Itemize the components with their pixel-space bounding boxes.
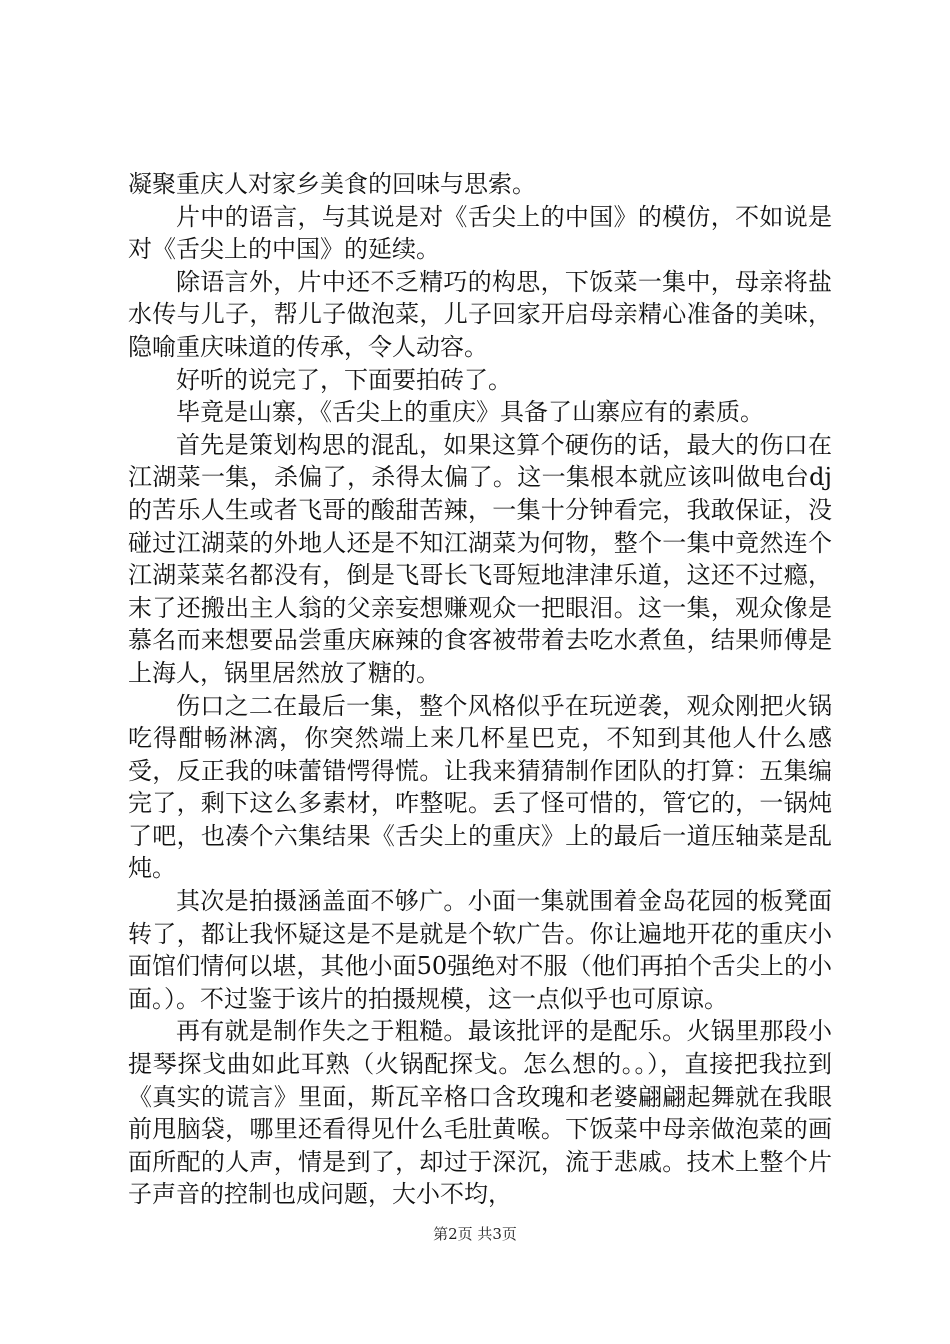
paragraph: 除语言外，片中还不乏精巧的构思，下饭菜一集中，母亲将盐水传与儿子，帮儿子做泡菜，儿子回家开启母亲精心准备的美味，隐喻重庆味道的传承，令人动容。 <box>128 267 832 361</box>
page-footer: 第2页 共3页 <box>433 1225 517 1243</box>
paragraph: 首先是策划构思的混乱，如果这算个硬伤的话，最大的伤口在江湖菜一集，杀偏了，杀得太偏了。这一集根本就应该叫做电台dj的苦乐人生或者飞哥的酸甜苦辣，一集十分钟看完，我敢保证，没碰过江湖菜的外地人还是不知江湖菜为何物，整个一集中竟然连个江湖菜菜名都没有，倒是飞哥长飞哥短地津津乐道，这还不过瘾，末了还搬出主人翁的父亲妄想赚观众一把眼泪。这一集，观众像是慕名而来想要品尝重庆麻辣的食客被带着去吃水煮鱼，结果师傅是上海人，锅里居然放了糖的。 <box>128 430 832 687</box>
paragraph: 毕竟是山寨，《舌尖上的重庆》具备了山寨应有的素质。 <box>176 398 764 427</box>
paragraph: 伤口之二在最后一集，整个风格似乎在玩逆袭，观众刚把火锅吃得酣畅淋漓，你突然端上来几杯星巴克，不知到其他人什么感受，反正我的味蕾错愕得慌。让我来猜猜制作团队的打算：五集编完了，剩下这么多素材，咋整呢。丢了怪可惜的，管它的，一锅炖了吧，也凑个六集结果《舌尖上的重庆》上的最后一道压轴菜是乱炖。 <box>128 691 832 883</box>
paragraph: 其次是拍摄涵盖面不够广。小面一集就围着金岛花园的板凳面转了，都让我怀疑这是不是就是个软广告。你让遍地开花的重庆小面馆们情何以堪，其他小面50强绝对不服（他们再拍个舌尖上的小面。）。不过鉴于该片的拍摄规模，这一点似乎也可原谅。 <box>128 887 832 1013</box>
paragraph: 好听的说完了，下面要拍砖了。 <box>176 365 512 394</box>
paragraph: 片中的语言，与其说是对《舌尖上的中国》的模仿，不如说是对《舌尖上的中国》的延续。 <box>128 202 832 264</box>
paragraph-continuation: 凝聚重庆人对家乡美食的回味与思索。 <box>128 170 536 198</box>
paragraph: 再有就是制作失之于粗糙。最该批评的是配乐。火锅里那段小提琴探戈曲如此耳熟（火锅配探戈。怎么想的。。），直接把我拉到《真实的谎言》里面，斯瓦辛格口含玫瑰和老婆翩翩起舞就在我眼前甩脑袋，哪里还看得见什么毛肚黄喉。下饭菜中母亲做泡菜的画面所配的人声，情是到了，却过于深沉，流于悲戚。技术上整个片子声音的控制也成问题，大小不均， <box>128 1017 832 1209</box>
document-body <box>128 168 832 1211</box>
